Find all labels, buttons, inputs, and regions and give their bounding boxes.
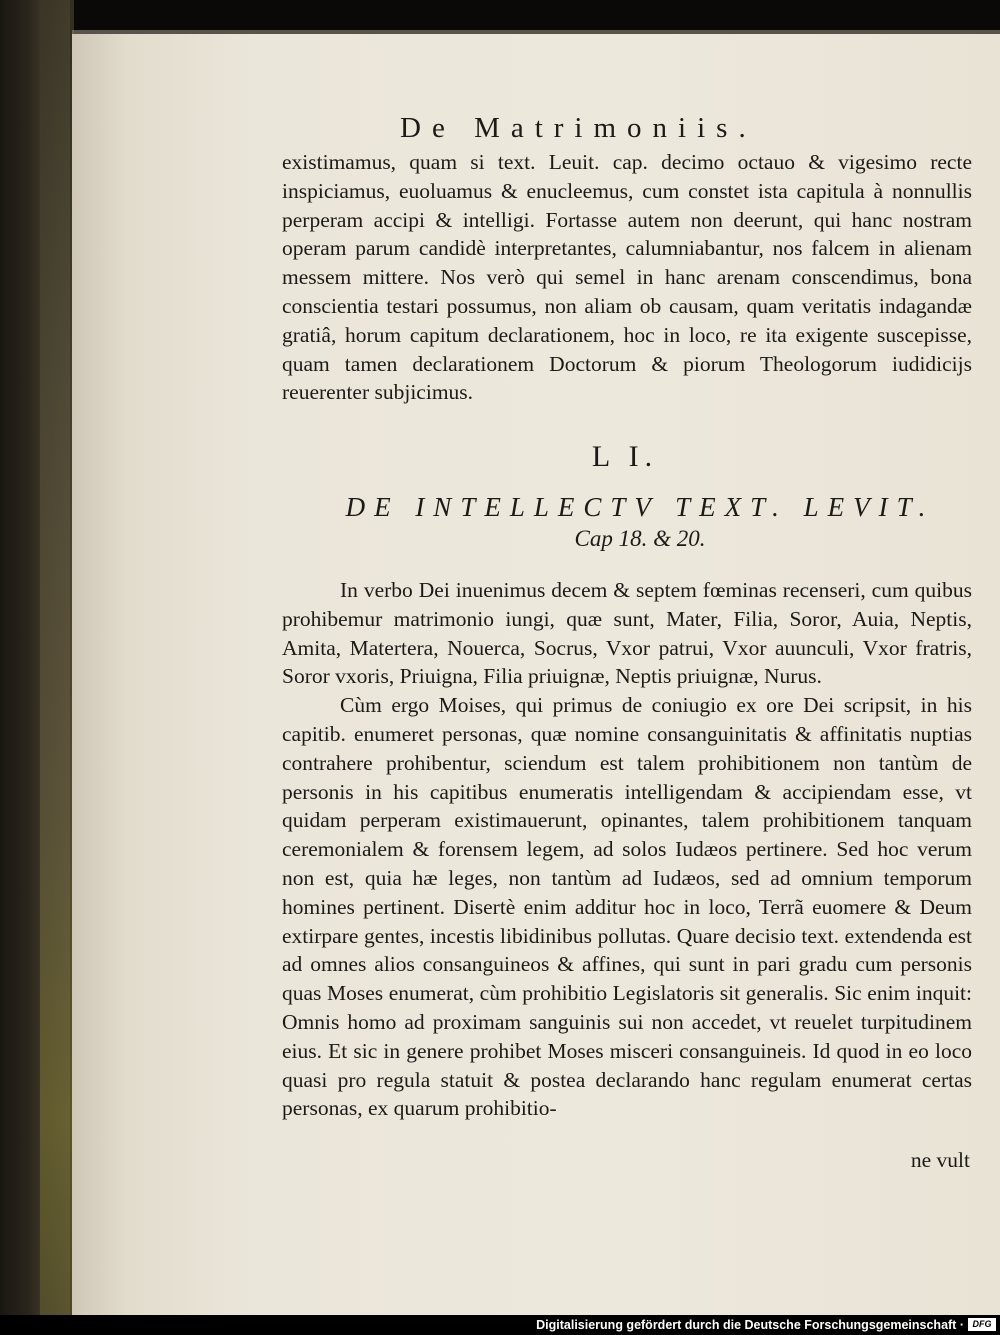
footer-credit-text: Digitalisierung gefördert durch die Deutsche Forschungsgemeinschaft · [536,1318,964,1332]
catchword: ne vult [910,1148,970,1172]
digitization-footer [0,1315,1000,1335]
binding-edge [40,0,74,1315]
paragraph-moses: Cùm ergo Moises, qui primus de coniugio ex ore Dei scripsit, in his capitib. enumeret personas, quæ nomine consanguinitatis & affinitatis nuptias contrahere prohibentur, sciendum est talem prohibitionem non tantùm de personis in his capitibus enumeratis intelligendam & accipiendam esse, vt quidam perperam existimauerunt, opinantes, talem prohibitionem tanquam ceremonialem & forensem legem, ad solos Iudæos pertinere. Sed hoc verum non est, quia hæ leges, non tantùm ad Iudæos, sed ad omnium temporum homines pertinent. Disertè enim additur hoc in loco, Terrã euomere & Deum extirpare gentes, incestis libidinibus pollutas. Quare decisio text. extendenda est ad omnes alios consanguineos & affines, qui sunt in pari gradu cum personis quas Moses enumerat, cùm prohibitio Legislatoris sit generalis. Sic enim inquit: Omnis homo ad proximam sanguinis sui non accedet, vt reuelet turpitudinem eius. Et sic in genere prohibet Moses misceri consanguineis. Id quod in eo loco quasi pro regula statuit & postea declarando hanc regulam enumerat certas personas, ex quarum prohibitio- [282,693,972,1121]
body-text [282,576,972,1123]
section-title: DE INTELLECTV TEXT. LEVIT. [345,492,935,522]
section-subtitle: Cap 18. & 20. [574,526,706,551]
running-head: De Matrimoniis. [400,112,757,144]
paragraph-list-of-women: In verbo Dei inuenimus decem & septem fœminas recenseri, cum quibus prohibemur matrimonio iungi, quæ sunt, Mater, Filia, Soror, Auia, Neptis, Amita, Matertera, Nouerca, Socrus, Vxor patrui, Vxor auunculi, Vxor fratris, Soror vxoris, Priuigna, Filia priuignæ, Neptis priuignæ, Nurus. [282,578,972,689]
dfg-logo-icon: DFG [968,1318,996,1331]
section-number: L I. [591,440,659,473]
paragraph-continued: existimamus, quam si text. Leuit. cap. decimo octauo & vigesimo recte inspiciamus, euoluamus & enucleemus, cum constet ista capitula à nonnullis perperam accipi & intelligi. Fortasse autem non deerunt, qui hanc nostram operam parum candidè interpretantes, calumniabantur, nos falcem in alienam messem mittere. Nos verò qui semel in hanc arenam conscendimus, bona conscientia testari possumus, non aliam ob causam, quam veritatis indagandæ gratiâ, horum capitum declarationem, hoc in loco, re ita exigente suscepisse, quam tamen declarationem Doctorum & piorum Theologorum iudidicijs reuerenter subjicimus. [282,150,972,405]
